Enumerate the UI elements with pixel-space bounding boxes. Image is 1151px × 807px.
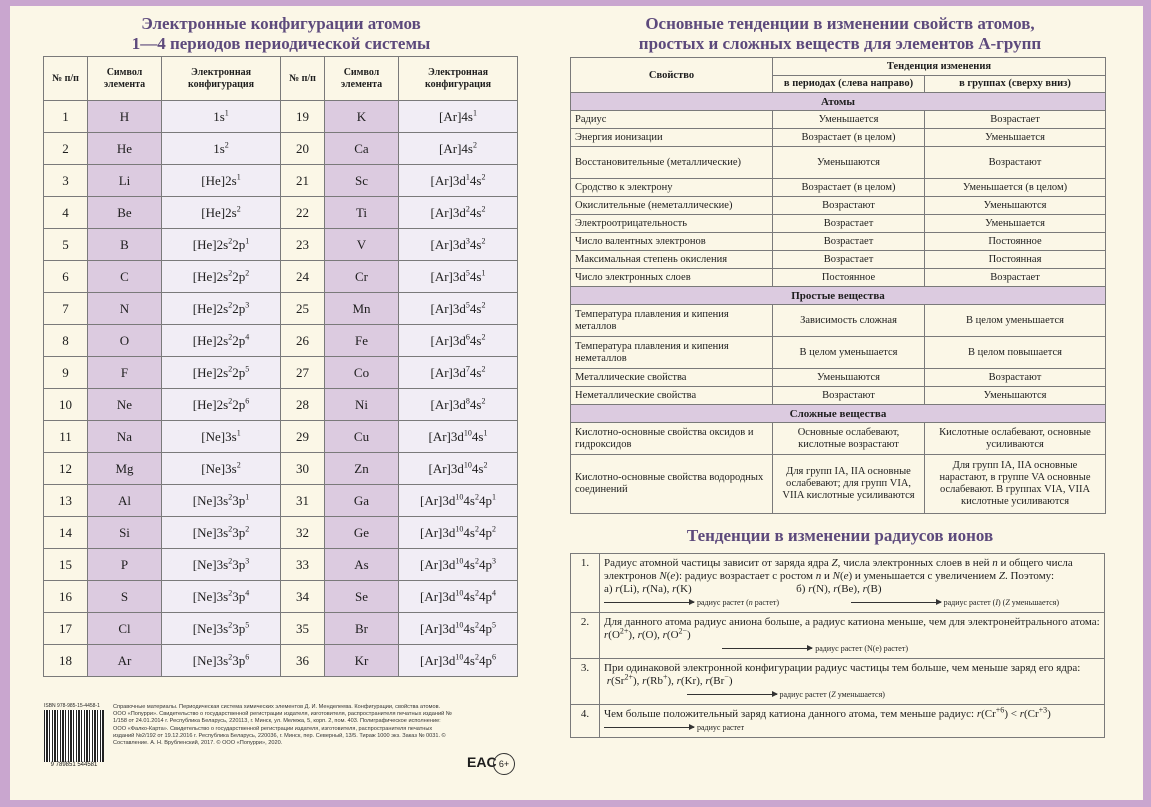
property-row	[571, 269, 1106, 287]
element-row	[44, 101, 518, 133]
trend-group: Уменьшается	[925, 215, 1106, 233]
element-config: $[Ne]3s^23p^1$	[162, 485, 281, 517]
element-config: $[Ar]3d^74s^2$	[399, 357, 518, 389]
element-symbol: P	[88, 549, 162, 581]
element-config: $[Ne]3s^23p^5$	[162, 613, 281, 645]
element-config: $[Ne]3s^23p^4$	[162, 581, 281, 613]
element-config: $[Ar]4s^2$	[399, 133, 518, 165]
trend-group: Уменьшается (в целом)	[925, 179, 1106, 197]
element-symbol: N	[88, 293, 162, 325]
col-num: № п/п	[281, 57, 325, 101]
element-config: $[He]2s^22p^4$	[162, 325, 281, 357]
element-row	[44, 613, 518, 645]
property-name: Температура плавления и кипения металлов	[571, 305, 773, 337]
element-number: 2	[44, 133, 88, 165]
property-name: Восстановительные (металлические)	[571, 147, 773, 179]
element-config: $[Ar]3d^{10}4s^2$	[399, 453, 518, 485]
element-config: $[Ar]3d^{10}4s^24p^2$	[399, 517, 518, 549]
property-row	[571, 179, 1106, 197]
property-name: Радиус	[571, 111, 773, 129]
trend-group: Уменьшаются	[925, 387, 1106, 405]
trend-period: Возрастает (в целом)	[773, 129, 925, 147]
radius-item	[571, 705, 1105, 738]
element-config: $[Ar]3d^54s^1$	[399, 261, 518, 293]
element-symbol: S	[88, 581, 162, 613]
element-symbol: Ne	[88, 389, 162, 421]
element-config: $[Ne]3s^1$	[162, 421, 281, 453]
element-symbol: Na	[88, 421, 162, 453]
element-number: 8	[44, 325, 88, 357]
element-number: 24	[281, 261, 325, 293]
element-config: $[Ar]3d^64s^2$	[399, 325, 518, 357]
radius-title: Тенденции в изменении радиусов ионов	[686, 526, 994, 545]
trend-period: Зависимость сложная	[773, 305, 925, 337]
element-symbol: Sc	[325, 165, 399, 197]
element-row	[44, 357, 518, 389]
trend-period: Уменьшается	[773, 111, 925, 129]
element-number: 13	[44, 485, 88, 517]
col-symbol: Символ элемента	[325, 57, 399, 101]
col-symbol: Символ элемента	[88, 57, 162, 101]
element-row	[44, 645, 518, 677]
col-property: Свойство	[571, 58, 773, 93]
element-number: 3	[44, 165, 88, 197]
element-row	[44, 229, 518, 261]
element-symbol: C	[88, 261, 162, 293]
property-row	[571, 337, 1106, 369]
element-config: $[Ar]3d^14s^2$	[399, 165, 518, 197]
element-number: 18	[44, 645, 88, 677]
element-number: 31	[281, 485, 325, 517]
property-row	[571, 369, 1106, 387]
element-symbol: Ge	[325, 517, 399, 549]
trend-group: Уменьшается	[925, 129, 1106, 147]
trend-group: Возрастает	[925, 269, 1106, 287]
element-number: 1	[44, 101, 88, 133]
property-name: Неметаллические свойства	[571, 387, 773, 405]
element-number: 28	[281, 389, 325, 421]
property-row	[571, 387, 1106, 405]
section-title: Атомы	[571, 93, 1106, 111]
property-name: Кислотно-основные свойства водородных соединений	[571, 455, 773, 514]
trend-group: Уменьшаются	[925, 197, 1106, 215]
element-number: 25	[281, 293, 325, 325]
element-symbol: Kr	[325, 645, 399, 677]
element-symbol: Se	[325, 581, 399, 613]
radius-item	[571, 554, 1105, 613]
property-row	[571, 423, 1106, 455]
element-symbol: V	[325, 229, 399, 261]
element-number: 12	[44, 453, 88, 485]
element-config: $[He]2s^22p^2$	[162, 261, 281, 293]
element-config: $[He]2s^22p^1$	[162, 229, 281, 261]
trend-period: В целом уменьшается	[773, 337, 925, 369]
element-symbol: Br	[325, 613, 399, 645]
element-number: 29	[281, 421, 325, 453]
element-row	[44, 485, 518, 517]
trend-period: Для групп IA, IIA основные ослабевают; для групп VIA, VIIA кислотные усиливаются	[773, 455, 925, 514]
element-number: 10	[44, 389, 88, 421]
property-row	[571, 197, 1106, 215]
section-header-row	[571, 405, 1106, 423]
element-config: $[Ar]4s^1$	[399, 101, 518, 133]
element-symbol: Al	[88, 485, 162, 517]
element-number: 32	[281, 517, 325, 549]
element-config: $[Ne]3s^23p^6$	[162, 645, 281, 677]
element-config: $[He]2s^22p^3$	[162, 293, 281, 325]
element-number: 4	[44, 197, 88, 229]
trend-period: Возрастает (в целом)	[773, 179, 925, 197]
col-config: Электронная конфигурация	[162, 57, 281, 101]
section-header-row	[571, 287, 1106, 305]
trend-period: Уменьшаются	[773, 147, 925, 179]
property-row	[571, 129, 1106, 147]
col-group: в группах (сверху вниз)	[925, 75, 1106, 93]
element-symbol: H	[88, 101, 162, 133]
property-name: Окислительные (неметаллические)	[571, 197, 773, 215]
property-name: Максимальная степень окисления	[571, 251, 773, 269]
element-symbol: Cr	[325, 261, 399, 293]
property-row	[571, 233, 1106, 251]
element-symbol: Ti	[325, 197, 399, 229]
element-symbol: Cu	[325, 421, 399, 453]
col-config: Электронная конфигурация	[399, 57, 518, 101]
element-number: 15	[44, 549, 88, 581]
element-row	[44, 549, 518, 581]
element-symbol: F	[88, 357, 162, 389]
trend-group: Возрастают	[925, 147, 1106, 179]
section-header-row	[571, 93, 1106, 111]
element-config: $[Ne]3s^23p^3$	[162, 549, 281, 581]
property-name: Температура плавления и кипения неметаллов	[571, 337, 773, 369]
element-config: $[Ar]3d^54s^2$	[399, 293, 518, 325]
element-number: 11	[44, 421, 88, 453]
element-symbol: O	[88, 325, 162, 357]
element-number: 36	[281, 645, 325, 677]
radius-item	[571, 613, 1105, 659]
element-symbol: Mn	[325, 293, 399, 325]
property-name: Число валентных электронов	[571, 233, 773, 251]
element-row	[44, 165, 518, 197]
element-row	[44, 261, 518, 293]
eac-mark: EAC	[467, 754, 497, 770]
property-row	[571, 111, 1106, 129]
element-number: 5	[44, 229, 88, 261]
element-symbol: He	[88, 133, 162, 165]
element-symbol: Ca	[325, 133, 399, 165]
element-symbol: As	[325, 549, 399, 581]
element-number: 17	[44, 613, 88, 645]
element-number: 22	[281, 197, 325, 229]
element-symbol: Zn	[325, 453, 399, 485]
element-config: $1s^1$	[162, 101, 281, 133]
trend-period: Постоянное	[773, 269, 925, 287]
property-row	[571, 251, 1106, 269]
property-name: Энергия ионизации	[571, 129, 773, 147]
property-row	[571, 147, 1106, 179]
imprint-text: Справочные материалы. Периодическая система химических элементов Д. И. Менделеева. Конфигурации, свойства атомов. ООО «Попурри». Свидетельство о государственной регистрации издателя, изготовителя, распространителя печатных изданий № 1/158 от 24.01.2014 г. Республика Беларусь, 220113, г. Минск, ул. Мележа, 5, корп. 2, пом. 403. Полиграфическое исполнение: ООО «Фалко-Карта». Свидетельство о государственной регистрации издателя, изготовителя, распространителя печатных изданий №2/192 от 19.12.2016 г. Республика Беларусь, 220036, г. Минск, пер. Северный, 13/5. Тираж 1000 экз. Заказ № 0031. © Составление. А. Н. Врубленский, 2017. © ООО «Попурри», 2020.	[113, 704, 452, 747]
trend-group: Кислотные ослабевают, основные усиливаются	[925, 423, 1106, 455]
element-symbol: Mg	[88, 453, 162, 485]
element-number: 27	[281, 357, 325, 389]
radius-item-number: 1.	[571, 554, 600, 613]
barcode-number: 9 789851 544581	[50, 762, 98, 768]
config-header-row	[44, 57, 518, 101]
trend-group: Постоянная	[925, 251, 1106, 269]
element-config: $[Ar]3d^34s^2$	[399, 229, 518, 261]
trend-period: Возрастает	[773, 215, 925, 233]
col-num: № п/п	[44, 57, 88, 101]
element-symbol: Si	[88, 517, 162, 549]
element-config: $[Ar]3d^{10}4s^1$	[399, 421, 518, 453]
element-config: $[He]2s^22p^6$	[162, 389, 281, 421]
radius-item-number: 2.	[571, 613, 600, 659]
electron-config-table	[43, 56, 518, 677]
radius-table	[570, 553, 1105, 738]
element-number: 7	[44, 293, 88, 325]
element-number: 16	[44, 581, 88, 613]
radius-item-text: При одинаковой электронной конфигурации радиус частицы тем больше, чем меньше заряд его ядра: $r(Sr^{2+})$, r(Rb+), r(Kr), r(Br−) радиус растет (Z уменьшается)	[600, 659, 1105, 705]
element-number: 33	[281, 549, 325, 581]
trend-group: Постоянное	[925, 233, 1106, 251]
element-row	[44, 293, 518, 325]
element-symbol: Li	[88, 165, 162, 197]
element-config: $[Ar]3d^84s^2$	[399, 389, 518, 421]
radius-item	[571, 659, 1105, 705]
element-config: $[He]2s^2$	[162, 197, 281, 229]
element-row	[44, 389, 518, 421]
element-symbol: Co	[325, 357, 399, 389]
property-name: Электроотрицательность	[571, 215, 773, 233]
element-number: 20	[281, 133, 325, 165]
element-number: 34	[281, 581, 325, 613]
element-config: $[Ar]3d^24s^2$	[399, 197, 518, 229]
element-number: 9	[44, 357, 88, 389]
property-row	[571, 215, 1106, 233]
element-row	[44, 517, 518, 549]
right-title: Основные тенденции в изменении свойств атомов, простых и сложных веществ для элементов А-групп	[638, 14, 1042, 53]
element-number: 6	[44, 261, 88, 293]
radius-item-text: Радиус атомной частицы зависит от заряда ядра Z, числа электронных слоев в ней n и общего числа электронов N(e): радиус возрастает с ростом n и N(e) и уменьшается с увеличением Z. Поэтому: а) r(Li), r(Na), r(K) б) r(N), r(Be), r(B) радиус растет (n растет) радиус растет (I) (Z уменьшается)	[600, 554, 1105, 613]
element-symbol: Ar	[88, 645, 162, 677]
element-row	[44, 581, 518, 613]
property-row	[571, 455, 1106, 514]
element-row	[44, 325, 518, 357]
element-config: $[He]2s^1$	[162, 165, 281, 197]
element-number: 14	[44, 517, 88, 549]
property-name: Число электронных слоев	[571, 269, 773, 287]
element-row	[44, 197, 518, 229]
element-symbol: K	[325, 101, 399, 133]
element-symbol: Cl	[88, 613, 162, 645]
element-row	[44, 453, 518, 485]
trend-group: В целом уменьшается	[925, 305, 1106, 337]
trend-period: Возрастают	[773, 387, 925, 405]
element-config: $[Ar]3d^{10}4s^24p^1$	[399, 485, 518, 517]
element-row	[44, 421, 518, 453]
element-symbol: Ga	[325, 485, 399, 517]
element-config: $[Ar]3d^{10}4s^24p^4$	[399, 581, 518, 613]
col-trend: Тенденция изменения	[773, 58, 1106, 76]
section-title: Простые вещества	[571, 287, 1106, 305]
trend-group: Для групп IA, IIA основные нарастают, в группе VA основные ослабевают. В группах VIA, VIIA кислотные усиливаются	[925, 455, 1106, 514]
radius-item-number: 4.	[571, 705, 600, 738]
element-number: 30	[281, 453, 325, 485]
col-period: в периодах (слева направо)	[773, 75, 925, 93]
trend-period: Возрастают	[773, 197, 925, 215]
trend-period: Возрастает	[773, 233, 925, 251]
props-header-row	[571, 58, 1106, 76]
barcode	[44, 710, 104, 762]
element-config: $[Ar]3d^{10}4s^24p^6$	[399, 645, 518, 677]
left-title: Электронные конфигурации атомов 1—4 периодов периодической системы	[131, 14, 431, 53]
poster-sheet	[10, 6, 1143, 800]
element-symbol: Be	[88, 197, 162, 229]
element-number: 35	[281, 613, 325, 645]
properties-table	[570, 57, 1106, 514]
element-config: $1s^2$	[162, 133, 281, 165]
age-badge: 6+	[493, 753, 515, 775]
trend-group: Возрастают	[925, 369, 1106, 387]
element-symbol: Fe	[325, 325, 399, 357]
element-symbol: Ni	[325, 389, 399, 421]
radius-item-text: Для данного атома радиус аниона больше, а радиус катиона меньше, чем для электронейтрального атома: $r(O^{2+})$, r(O), $r(O^{2-})$ радиус растет (N(e) растет)	[600, 613, 1105, 659]
radius-item-number: 3.	[571, 659, 600, 705]
trend-period: Основные ослабевают, кислотные возрастают	[773, 423, 925, 455]
radius-item-text: Чем больше положительный заряд катиона данного атома, тем меньше радиус: $r(Cr^{+6}) < r(Cr^{+3})$ радиус растет	[600, 705, 1105, 738]
element-config: $[Ar]3d^{10}4s^24p^3$	[399, 549, 518, 581]
property-row	[571, 305, 1106, 337]
property-name: Кислотно-основные свойства оксидов и гидроксидов	[571, 423, 773, 455]
property-name: Металлические свойства	[571, 369, 773, 387]
element-number: 26	[281, 325, 325, 357]
element-number: 21	[281, 165, 325, 197]
isbn: ISBN 978-985-15-4458-1	[44, 703, 100, 709]
trend-group: Возрастает	[925, 111, 1106, 129]
trend-period: Возрастает	[773, 251, 925, 269]
section-title: Сложные вещества	[571, 405, 1106, 423]
element-number: 23	[281, 229, 325, 261]
trend-period: Уменьшаются	[773, 369, 925, 387]
element-row	[44, 133, 518, 165]
element-config: $[Ne]3s^23p^2$	[162, 517, 281, 549]
element-symbol: B	[88, 229, 162, 261]
element-number: 19	[281, 101, 325, 133]
trend-group: В целом повышается	[925, 337, 1106, 369]
element-config: $[Ar]3d^{10}4s^24p^5$	[399, 613, 518, 645]
property-name: Сродство к электрону	[571, 179, 773, 197]
element-config: $[Ne]3s^2$	[162, 453, 281, 485]
element-config: $[He]2s^22p^5$	[162, 357, 281, 389]
